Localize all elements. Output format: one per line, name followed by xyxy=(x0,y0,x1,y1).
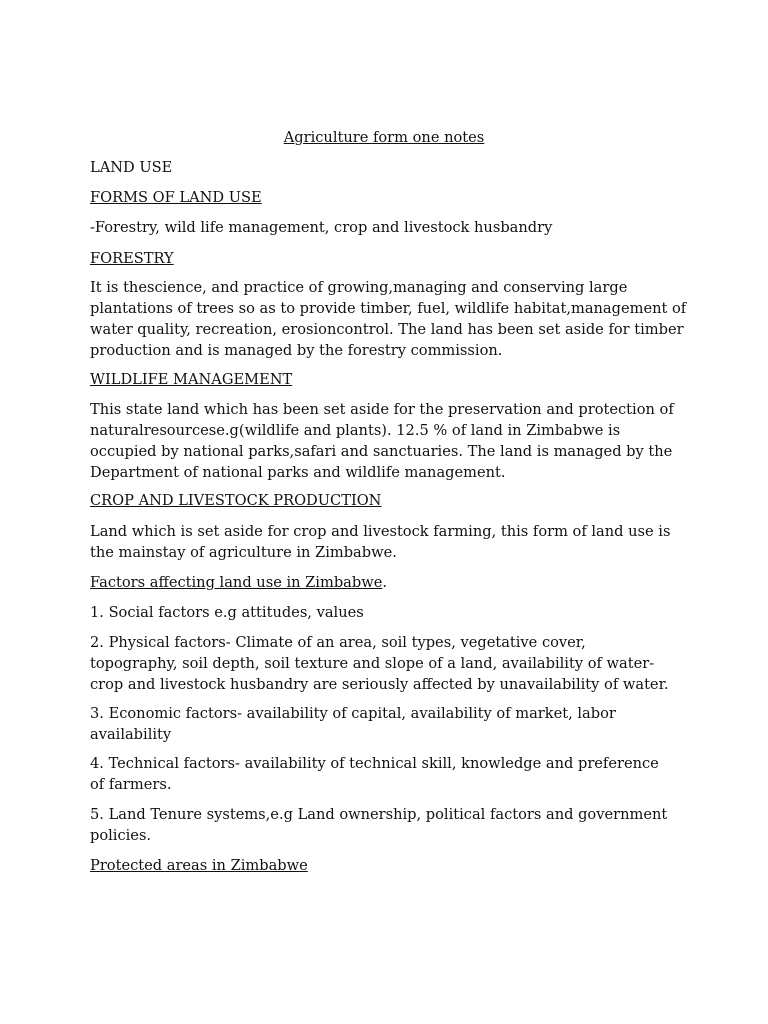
factor-item: 3. Economic factors- availability of capital, availability of market, labor availability xyxy=(90,705,616,743)
factors-heading: Factors affecting land use in Zimbabwe xyxy=(90,574,383,591)
wildlife-paragraph: This state land which has been set aside for the preservation and protection of naturalresourcese.g(wildlife and plants). 12.5 % of land in Zimbabwe is occupied by national parks,safari and sanctuaries. The land is managed by the Department of national parks and wildlife management. xyxy=(90,401,674,481)
wildlife-heading: WILDLIFE MANAGEMENT xyxy=(90,371,293,388)
crop-livestock-heading: CROP AND LIVESTOCK PRODUCTION xyxy=(90,492,382,509)
document-title: Agriculture form one notes xyxy=(283,129,485,146)
forestry-paragraph: It is thescience, and practice of growing,managing and conserving large plantations of trees so as to provide timber, fuel, wildlife habitat,management of water quality, recreation, erosioncontrol. The land has been set aside for timber production and is managed by the forestry commission. xyxy=(90,279,687,359)
factor-item: 2. Physical factors- Climate of an area, soil types, vegetative cover, topography, soil depth, soil texture and slope of a land, availability of water- crop and livestock husbandry are seriously affected by unavailability of water. xyxy=(90,634,669,693)
factor-item: 1. Social factors e.g attitudes, values xyxy=(90,604,364,621)
protected-areas-heading: Protected areas in Zimbabwe xyxy=(90,857,308,874)
factors-heading-period: . xyxy=(382,574,387,591)
crop-livestock-paragraph: Land which is set aside for crop and livestock farming, this form of land use is the mainstay of agriculture in Zimbabwe. xyxy=(90,523,671,561)
land-use-heading: LAND USE xyxy=(90,159,173,176)
forms-of-land-use-heading: FORMS OF LAND USE xyxy=(90,189,262,206)
forms-list: -Forestry, wild life management, crop and livestock husbandry xyxy=(90,219,553,236)
forestry-heading: FORESTRY xyxy=(90,250,174,267)
factor-item: 5. Land Tenure systems,e.g Land ownership, political factors and government policies. xyxy=(90,806,668,844)
factor-item: 4. Technical factors- availability of technical skill, knowledge and preference of farmers. xyxy=(90,755,659,793)
factors-heading-line xyxy=(90,572,690,593)
